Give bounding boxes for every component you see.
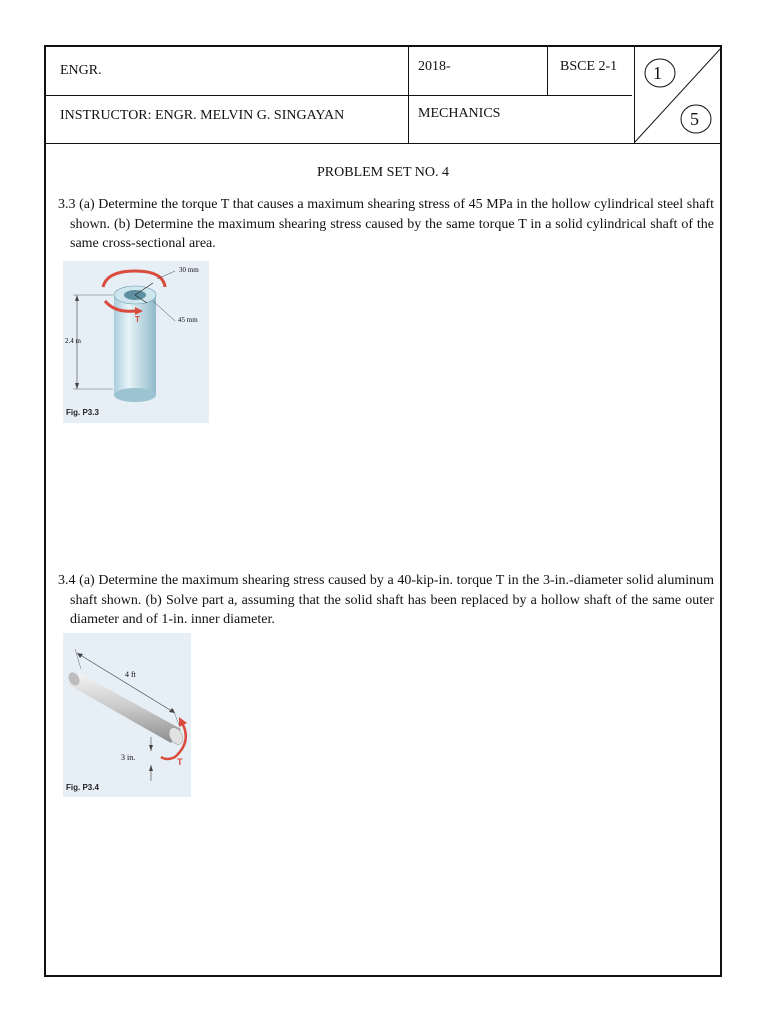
- torque-arrow: [103, 271, 165, 287]
- dim-diameter-label: 3 in.: [121, 753, 136, 762]
- shaft-body: [69, 673, 181, 743]
- engr-cell: ENGR.: [60, 63, 102, 78]
- score-denominator: 5: [690, 109, 699, 129]
- figure-caption: Fig. P3.3: [66, 408, 99, 417]
- score-numerator: 1: [653, 63, 662, 83]
- header-col-divider-1: [408, 47, 409, 143]
- figure-caption: Fig. P3.4: [66, 783, 99, 792]
- figure-p3-4: [63, 633, 191, 797]
- header-col-divider-2: [547, 47, 548, 95]
- dim-length-label: 4 ft: [125, 670, 136, 679]
- section-cell: BSCE 2-1: [560, 59, 618, 74]
- problem-3-3-text: [58, 195, 714, 254]
- torque-label: T: [135, 315, 140, 324]
- year-cell: 2018-: [418, 59, 451, 74]
- problem-sheet: [44, 45, 722, 977]
- dim-length-label: 2.4 m: [65, 337, 81, 345]
- cylinder-bottom: [114, 388, 156, 402]
- dim-outer-label: 30 mm: [179, 266, 199, 274]
- figure-p3-3: [63, 261, 209, 423]
- header-bottom-border: [46, 143, 720, 144]
- instructor-cell: INSTRUCTOR: ENGR. MELVIN G. SINGAYAN: [60, 108, 345, 123]
- dim-inner-label: 45 mm: [178, 316, 198, 324]
- problem-3-4-body: 3.4 (a) Determine the maximum shearing stress caused by a 40-kip-in. torque T in the 3-in.-diameter solid aluminum shaft shown. (b) Solve part a, assuming that the solid shaft has been replaced by a hollow shaft of the same outer diameter and of 1-in. inner diameter.: [58, 573, 714, 627]
- torque-label: T: [177, 757, 183, 767]
- subject-cell: MECHANICS: [418, 106, 501, 121]
- problem-3-3-body: 3.3 (a) Determine the torque T that causes a maximum shearing stress of 45 MPa in the hollow cylindrical steel shaft shown. (b) Determine the maximum shearing stress caused by the same torque T in a solid cylindrical shaft of the same cross-sectional area.: [58, 197, 714, 251]
- problem-3-4-text: [58, 571, 714, 630]
- header-row-divider: [46, 95, 632, 96]
- score-box: [634, 47, 722, 143]
- page-title: PROBLEM SET NO. 4: [317, 165, 449, 180]
